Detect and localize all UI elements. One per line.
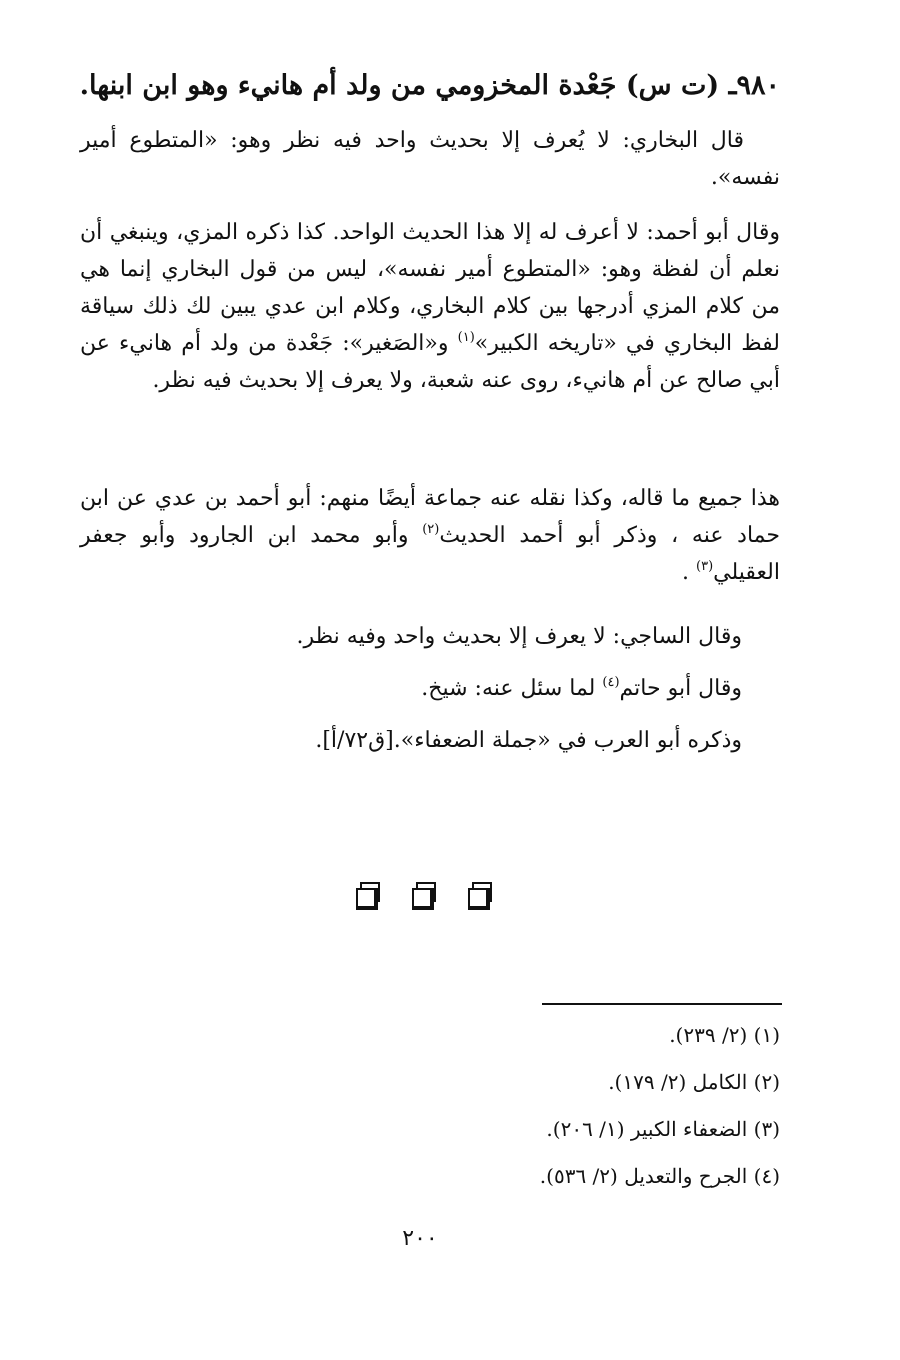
- square-ornament-icon: [412, 882, 436, 906]
- footnote-3: (٣) الضعفاء الكبير (١/ ٢٠٦).: [546, 1117, 780, 1141]
- paragraph-text: لما سئل عنه: شيخ.: [421, 676, 603, 701]
- square-ornament-icon: [468, 882, 492, 906]
- footnote-ref-3[interactable]: (٣): [696, 558, 714, 574]
- paragraph-text: هذا جميع ما قاله، وكذا نقله عنه جماعة أيضًا منهم: أبو أحمد بن عدي عن ابن حماد عنه ، وذكر أبو أحمد الحديث: [80, 486, 780, 548]
- paragraph-text: وقال الساجي: لا يعرف إلا بحديث واحد وفيه نظر.: [296, 624, 742, 649]
- section-separator: [356, 882, 492, 908]
- paragraph-text: وقال أبو حاتم: [619, 676, 742, 701]
- paragraph-abu-hatim: [80, 670, 780, 707]
- paragraph-abu-ahmad: [80, 214, 780, 399]
- footnote-ref-2[interactable]: (٢): [422, 521, 440, 537]
- paragraph-text: قال البخاري: لا يُعرف إلا بحديث واحد فيه نظر وهو: «المتطوع أمير نفسه».: [80, 128, 780, 190]
- entry-heading: ٩٨٠ـ (ت س) جَعْدة المخزومي من ولد أم هانيء وهو ابن ابنها.: [79, 70, 780, 101]
- paragraph-text: .: [682, 560, 697, 585]
- footnote-4: (٤) الجرح والتعديل (٢/ ٥٣٦).: [539, 1164, 780, 1188]
- paragraph-abu-al-arab: [80, 722, 780, 759]
- footnote-divider: [542, 1003, 782, 1005]
- paragraph-bukhari: [80, 122, 780, 196]
- footnotes: [380, 1012, 780, 1200]
- paragraph-text: وأبو محمد ابن الجارود وأبو جعفر العقيلي: [80, 523, 780, 585]
- paragraph-saji: [80, 618, 780, 655]
- footnote-2: (٢) الكامل (٢/ ١٧٩).: [608, 1070, 780, 1094]
- square-ornament-icon: [356, 882, 380, 906]
- paragraph-text: و«الصَغير»: جَعْدة من ولد أم هانيء عن أبي صالح عن أم هانيء، روى عنه شعبة، ولا يعرف إلا بحديث فيه نظر.: [80, 331, 780, 393]
- paragraph-transmitters: [80, 480, 780, 591]
- page-number: ٢٠٠: [402, 1226, 438, 1251]
- paragraph-text: وذكره أبو العرب في «جملة الضعفاء».[ق٧٢/أ].: [315, 728, 742, 753]
- footnote-1: (١) (٢/ ٢٣٩).: [669, 1023, 780, 1047]
- footnote-ref-1[interactable]: (١): [457, 329, 475, 345]
- footnote-ref-4[interactable]: (٤): [602, 674, 620, 690]
- paragraph-text: وقال أبو أحمد: لا أعرف له إلا هذا الحديث الواحد. كذا ذكره المزي، وينبغي أن نعلم أن لفظة وهو: «المتطوع أمير نفسه»، ليس من قول البخاري إنما هي من كلام المزي أدرجها بين كلام البخاري، وكلام ابن عدي يبين لك ذلك سياقة لفظ البخاري في «تاريخه الكبير»: [80, 220, 780, 356]
